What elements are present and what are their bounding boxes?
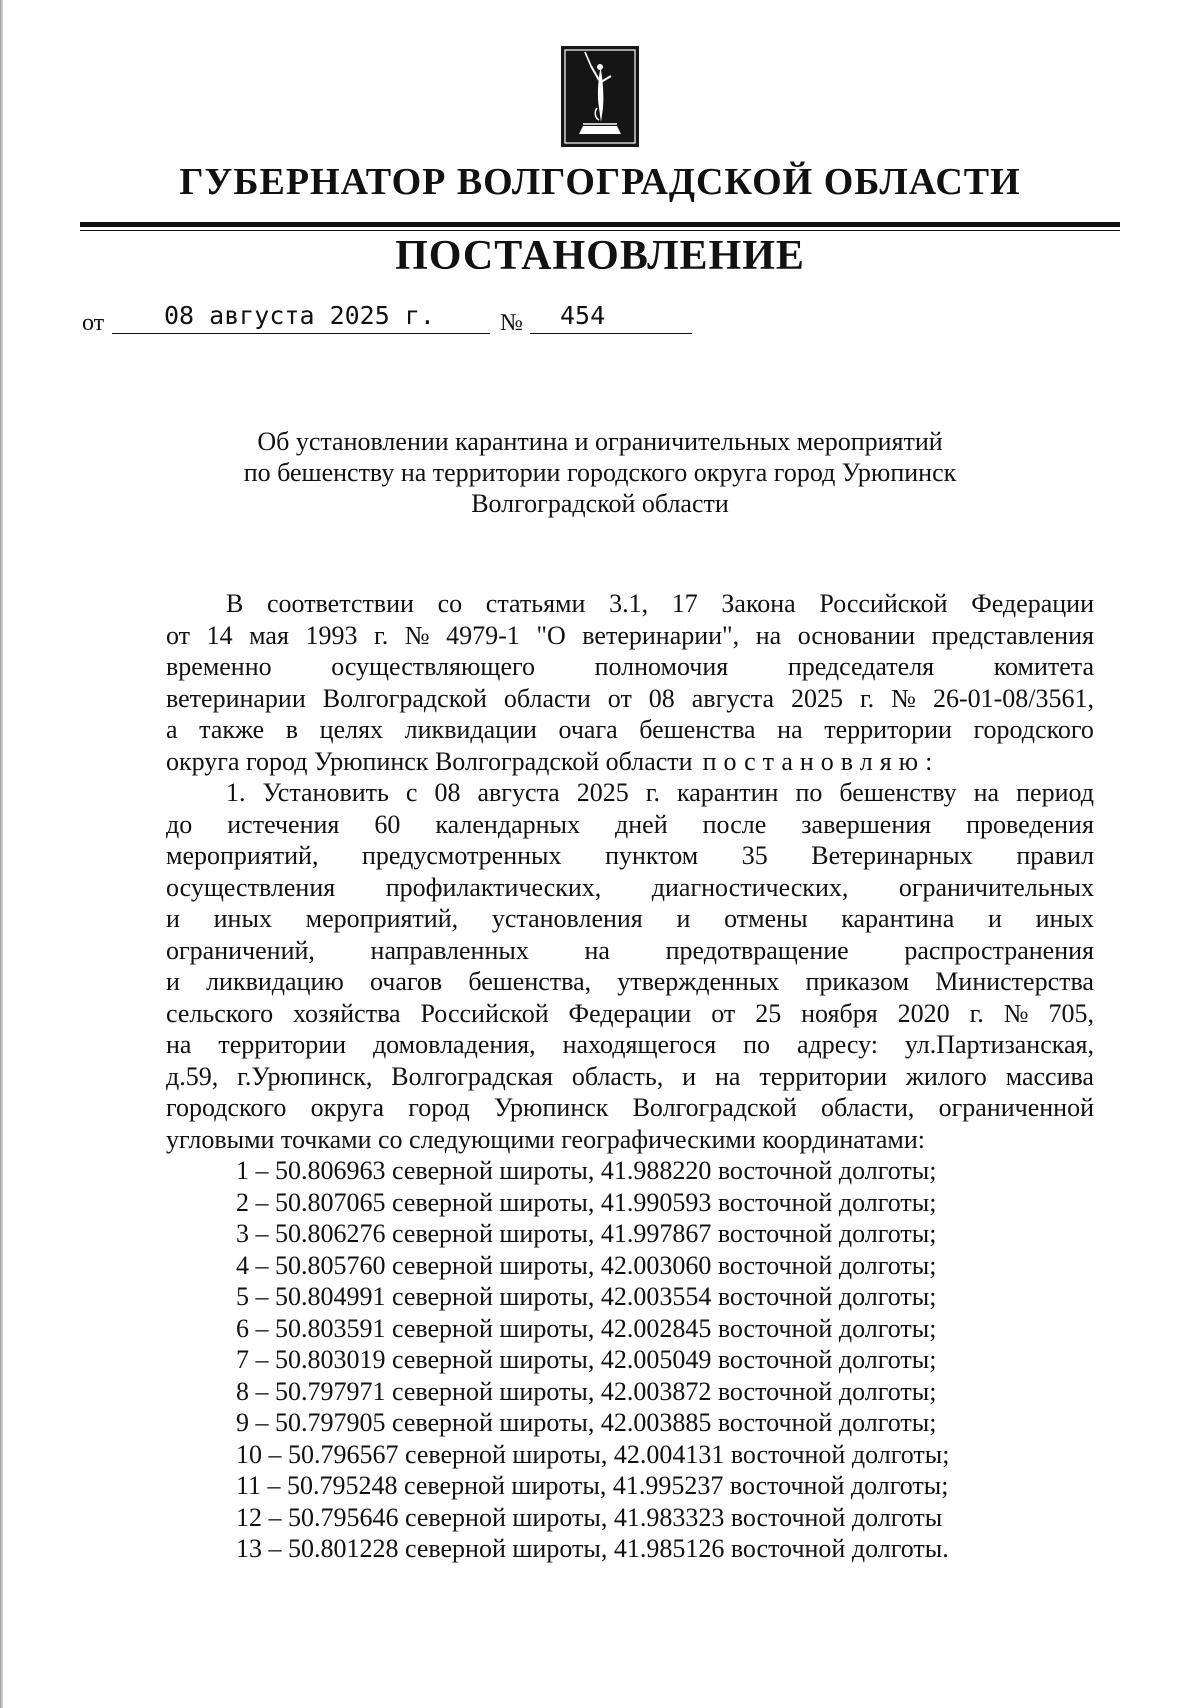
title-line: Об установлении карантина и ограничительных мероприятий xyxy=(257,427,943,456)
word: территории xyxy=(218,1030,347,1059)
title-line: Волгоградской области xyxy=(471,489,729,518)
word: предусмотренных xyxy=(362,841,562,870)
coordinate-item: 13 – 50.801228 северной широты, 41.985126 восточной долготы. xyxy=(236,1534,949,1563)
word: осуществляющего xyxy=(331,652,536,681)
word: распространения xyxy=(904,935,1094,965)
word: Волгоградской xyxy=(632,1093,797,1122)
word: календарных xyxy=(435,809,580,839)
word: а xyxy=(166,715,178,744)
word: Федерации xyxy=(568,998,692,1028)
word: Установить xyxy=(262,778,389,807)
document-body xyxy=(166,588,1094,1565)
justified-line xyxy=(166,809,1094,841)
word: массива xyxy=(1005,1061,1094,1091)
word: августа xyxy=(477,778,560,807)
word: на xyxy=(973,778,1000,807)
word: № xyxy=(404,620,430,650)
coordinate-item: 10 – 50.796567 северной широты, 42.004131 восточной долготы; xyxy=(236,1439,950,1469)
word: завершения xyxy=(801,809,932,839)
word: и xyxy=(682,1061,697,1091)
word: карантина xyxy=(841,904,955,933)
justified-line xyxy=(166,1061,1094,1093)
word: ветеринарии xyxy=(166,683,306,713)
justified-line xyxy=(166,1029,1094,1061)
word: 08 xyxy=(648,683,675,713)
word: области, xyxy=(820,1093,915,1122)
word: ликвидацию xyxy=(206,967,344,996)
word: Российской xyxy=(420,998,549,1028)
word: 08 xyxy=(434,778,461,807)
word: и xyxy=(676,904,691,933)
document-title xyxy=(0,426,1200,519)
word: мая xyxy=(249,620,289,650)
justified-line xyxy=(166,872,1094,904)
word: г. xyxy=(645,778,660,807)
word: и xyxy=(166,904,180,933)
header-rule-thin xyxy=(80,230,1120,231)
word: от xyxy=(607,683,632,713)
preamble-last-line xyxy=(166,746,1094,778)
word: на xyxy=(166,1030,192,1059)
word: со xyxy=(437,589,463,618)
header-rule-thick xyxy=(80,222,1120,227)
word: № xyxy=(1003,998,1029,1028)
word: иных xyxy=(1035,904,1094,933)
word: 3.1, xyxy=(609,589,649,618)
justified-line xyxy=(166,683,1094,715)
word: город xyxy=(408,1093,470,1122)
word: проведения xyxy=(966,809,1094,839)
word: 60 xyxy=(374,809,401,839)
justified-line xyxy=(166,935,1094,967)
word: хозяйства xyxy=(293,998,401,1028)
word: направленных xyxy=(370,935,529,965)
coordinate-item: 11 – 50.795248 северной широты, 41.995237 восточной долготы; xyxy=(236,1471,949,1500)
word: установления xyxy=(491,904,643,933)
word: дней xyxy=(615,809,668,839)
word: бешенства, xyxy=(468,967,592,996)
word: бешенству xyxy=(839,778,957,807)
word: ограничений, xyxy=(166,935,315,965)
coordinate-list xyxy=(166,1155,1094,1565)
coordinate-item: 7 – 50.803019 северной широты, 42.005049 восточной долготы; xyxy=(236,1345,937,1374)
word: области xyxy=(503,683,591,713)
word: г. xyxy=(969,998,984,1028)
word: с xyxy=(405,778,418,807)
word: до xyxy=(166,809,193,839)
document-number: 454 xyxy=(560,301,606,330)
justified-line xyxy=(166,840,1094,872)
document-date: 08 августа 2025 г. xyxy=(164,301,435,330)
word: истечения xyxy=(227,809,340,839)
word: Урюпинск xyxy=(493,1093,609,1122)
word: мероприятий, xyxy=(166,841,319,870)
word: от xyxy=(711,998,736,1028)
word: № xyxy=(891,683,916,713)
word: приказом xyxy=(805,967,910,996)
word: 705, xyxy=(1048,998,1094,1028)
word: предотвращение xyxy=(665,935,849,965)
word: 25 xyxy=(755,998,782,1028)
word: д.59, xyxy=(166,1061,219,1091)
date-label: от xyxy=(82,310,105,336)
word: в xyxy=(285,715,299,744)
word: ноября xyxy=(801,998,878,1028)
word: Российской xyxy=(819,589,948,618)
word: временно xyxy=(166,652,272,681)
authority-heading: ГУБЕРНАТОР ВОЛГОГРАДСКОЙ ОБЛАСТИ xyxy=(179,161,1021,203)
word: бешенства xyxy=(639,715,756,744)
word: городского xyxy=(166,1093,287,1122)
word: период xyxy=(1016,778,1094,807)
word: Ветеринарных xyxy=(811,841,973,870)
word: на xyxy=(714,1061,741,1091)
word: территории xyxy=(759,1061,887,1091)
justified-line xyxy=(166,1092,1094,1124)
word: мероприятий, xyxy=(305,904,459,933)
word: Волгоградской xyxy=(322,683,487,713)
word: августа xyxy=(691,683,775,713)
word: ул.Партизанская, xyxy=(904,1030,1094,1059)
word: пунктом xyxy=(605,841,699,870)
coordinate-item: 6 – 50.803591 северной широты, 42.002845 восточной долготы; xyxy=(236,1313,937,1343)
justified-line xyxy=(166,998,1094,1030)
word: 2025 xyxy=(790,683,843,713)
justified-line xyxy=(166,651,1094,683)
word: статьями xyxy=(485,589,586,618)
number-label: № xyxy=(500,310,523,336)
word: территории xyxy=(824,715,952,744)
preamble-text: округа город Урюпинск Волгоградской области xyxy=(166,746,693,776)
title-line: по бешенству на территории городского округа город Урюпинск xyxy=(243,458,957,487)
word: 14 xyxy=(206,620,233,650)
word: по xyxy=(795,778,823,807)
coordinate-item: 9 – 50.797905 северной широты, 42.003885 восточной долготы; xyxy=(236,1408,937,1437)
word: и xyxy=(987,904,1002,933)
word: 1. xyxy=(226,778,246,807)
coordinate-item: 5 – 50.804991 северной широты, 42.003554 восточной долготы; xyxy=(236,1282,937,1311)
decree-word: постановляю: xyxy=(702,746,940,776)
word: диагностических, xyxy=(651,872,849,902)
word: В xyxy=(226,589,244,618)
word: жилого xyxy=(905,1061,987,1091)
word: на xyxy=(777,715,803,744)
word: Федерации xyxy=(971,589,1094,618)
word: 26-01-08/3561, xyxy=(932,683,1094,713)
word: отмены xyxy=(724,904,808,933)
word: соответствии xyxy=(267,589,414,618)
word: ограниченной xyxy=(938,1093,1094,1122)
word: 17 xyxy=(671,589,698,618)
word: представления xyxy=(931,620,1094,650)
coordinate-item: 4 – 50.805760 северной широты, 42.003060 восточной долготы; xyxy=(236,1250,937,1280)
word: осуществления xyxy=(166,872,336,902)
justified-line xyxy=(166,620,1094,652)
word: г. xyxy=(859,683,875,713)
word: домовладения, xyxy=(372,1030,536,1059)
number-underline xyxy=(530,333,692,334)
word: 4979-1 xyxy=(446,620,520,650)
word: ликвидации xyxy=(404,715,537,744)
word: адресу: xyxy=(796,1030,878,1059)
word: 2025 xyxy=(576,778,629,807)
word: 35 xyxy=(741,841,768,870)
word: от xyxy=(166,620,191,650)
coordinate-item: 1 – 50.806963 северной широты, 41.988220 восточной долготы; xyxy=(236,1156,937,1185)
word: председателя xyxy=(787,652,935,681)
word: карантин xyxy=(677,778,779,807)
coordinate-item: 8 – 50.797971 северной широты, 42.003872 восточной долготы; xyxy=(236,1376,937,1406)
word: ветеринарии", xyxy=(582,620,740,650)
coordinate-item: 12 – 50.795646 северной широты, 41.983323 восточной долготы xyxy=(236,1502,943,1532)
word: городского xyxy=(973,715,1094,744)
coordinate-item: 3 – 50.806276 северной широты, 41.997867 восточной долготы; xyxy=(236,1219,937,1248)
word: на xyxy=(755,620,782,650)
word: также xyxy=(199,715,265,744)
word: г.Урюпинск, xyxy=(237,1061,373,1091)
word: 2020 xyxy=(897,998,950,1028)
word: по xyxy=(743,1030,771,1059)
word: Волгоградская xyxy=(391,1061,553,1091)
word: округа xyxy=(310,1093,385,1122)
word: на xyxy=(584,935,610,965)
justified-line xyxy=(166,588,1094,620)
word: Закона xyxy=(721,589,796,618)
word: "О xyxy=(536,620,566,650)
word: правил xyxy=(1016,841,1094,870)
word: ограничительных xyxy=(898,872,1094,902)
coat-of-arms-emblem xyxy=(561,46,639,147)
word: г. xyxy=(374,620,389,650)
word: очага xyxy=(558,715,618,744)
word: находящегося xyxy=(562,1030,717,1059)
word: Министерства xyxy=(935,967,1094,996)
coordinate-item: 2 – 50.807065 северной широты, 41.990593 восточной долготы; xyxy=(236,1187,937,1217)
word: после xyxy=(702,809,767,839)
document-type-heading: ПОСТАНОВЛЕНИЕ xyxy=(395,233,805,279)
word: очагов xyxy=(369,967,443,996)
word: целях xyxy=(319,715,384,744)
word: профилактических, xyxy=(385,872,602,902)
word: полномочия xyxy=(594,652,729,681)
justified-line xyxy=(166,903,1094,935)
word: 1993 xyxy=(305,620,358,650)
justified-line xyxy=(166,714,1094,746)
date-underline xyxy=(112,333,490,334)
word: область, xyxy=(571,1061,664,1091)
word: сельского xyxy=(166,998,274,1028)
justified-line xyxy=(166,966,1094,998)
word: основании xyxy=(797,620,916,650)
word: утвержденных xyxy=(617,967,780,996)
word: и xyxy=(166,967,180,996)
item1-last-line: угловыми точками со следующими географическими координатами: xyxy=(166,1124,925,1154)
justified-line xyxy=(166,777,1094,809)
word: иных xyxy=(213,904,272,933)
word: комитета xyxy=(993,652,1094,681)
